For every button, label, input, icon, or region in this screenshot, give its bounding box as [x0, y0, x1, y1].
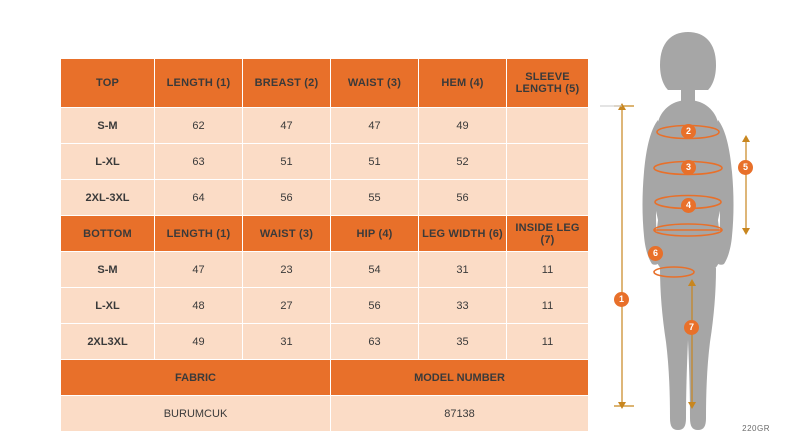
cell-model-number-value: 87138	[331, 396, 589, 432]
marker-badge-6: 6	[648, 246, 663, 261]
cell-bottom-lxl-legwidth: 33	[419, 288, 507, 324]
header-cell-model-number: MODEL NUMBER	[331, 360, 589, 396]
product-code-text: 220GR	[742, 424, 770, 433]
marker-badge-1: 1	[614, 292, 629, 307]
row-label-2xl3xl-top: 2XL-3XL	[61, 180, 155, 216]
header-cell-length-bottom: LENGTH (1)	[155, 216, 243, 252]
marker-badge-4: 4	[681, 198, 696, 213]
header-cell-sleeve-length: SLEEVE LENGTH (5)	[507, 59, 589, 108]
marker-badge-7: 7	[684, 320, 699, 335]
cell-top-2xl3xl-hem: 56	[419, 180, 507, 216]
header-cell-inside-leg: INSIDE LEG (7)	[507, 216, 589, 252]
header-cell-length: LENGTH (1)	[155, 59, 243, 108]
cell-top-lxl-sleeve	[507, 144, 589, 180]
cell-top-2xl3xl-breast: 56	[243, 180, 331, 216]
cell-bottom-2xl3xl-waist: 31	[243, 324, 331, 360]
header-cell-bottom: BOTTOM	[61, 216, 155, 252]
header-cell-fabric: FABRIC	[61, 360, 331, 396]
cell-top-sm-hem: 49	[419, 108, 507, 144]
table-row	[61, 216, 589, 252]
cell-bottom-lxl-length: 48	[155, 288, 243, 324]
header-cell-waist-bottom: WAIST (3)	[243, 216, 331, 252]
marker-badge-5: 5	[738, 160, 753, 175]
size-table-container	[60, 58, 588, 432]
body-silhouette	[643, 32, 734, 430]
table-row	[61, 324, 589, 360]
row-label-sm-top: S-M	[61, 108, 155, 144]
header-cell-hem: HEM (4)	[419, 59, 507, 108]
cell-bottom-2xl3xl-hip: 63	[331, 324, 419, 360]
table-row	[61, 180, 589, 216]
cell-bottom-sm-hip: 54	[331, 252, 419, 288]
female-body-silhouette-diagram	[600, 20, 800, 440]
cell-bottom-lxl-hip: 56	[331, 288, 419, 324]
marker-badge-3: 3	[681, 160, 696, 175]
cell-top-sm-breast: 47	[243, 108, 331, 144]
cell-bottom-sm-waist: 23	[243, 252, 331, 288]
cell-top-sm-waist: 47	[331, 108, 419, 144]
header-cell-hip: HIP (4)	[331, 216, 419, 252]
measurement-figure	[600, 20, 800, 440]
cell-bottom-lxl-waist: 27	[243, 288, 331, 324]
cell-bottom-2xl3xl-length: 49	[155, 324, 243, 360]
table-row	[61, 396, 589, 432]
cell-top-sm-length: 62	[155, 108, 243, 144]
cell-bottom-2xl3xl-legwidth: 35	[419, 324, 507, 360]
cell-bottom-lxl-insideleg: 11	[507, 288, 589, 324]
row-label-2xl3xl-bottom: 2XL3XL	[61, 324, 155, 360]
cell-top-lxl-waist: 51	[331, 144, 419, 180]
cell-bottom-sm-legwidth: 31	[419, 252, 507, 288]
table-row	[61, 108, 589, 144]
table-row	[61, 360, 589, 396]
table-row	[61, 59, 589, 108]
marker-badge-2: 2	[681, 124, 696, 139]
row-label-sm-bottom: S-M	[61, 252, 155, 288]
cell-top-2xl3xl-waist: 55	[331, 180, 419, 216]
cell-bottom-sm-length: 47	[155, 252, 243, 288]
cell-top-sm-sleeve	[507, 108, 589, 144]
row-label-lxl-bottom: L-XL	[61, 288, 155, 324]
cell-top-lxl-hem: 52	[419, 144, 507, 180]
header-cell-leg-width: LEG WIDTH (6)	[419, 216, 507, 252]
cell-fabric-value: BURUMCUK	[61, 396, 331, 432]
cell-top-lxl-length: 63	[155, 144, 243, 180]
header-cell-waist: WAIST (3)	[331, 59, 419, 108]
table-row	[61, 288, 589, 324]
header-cell-top: TOP	[61, 59, 155, 108]
cell-top-2xl3xl-sleeve	[507, 180, 589, 216]
size-table	[60, 58, 589, 432]
cell-bottom-sm-insideleg: 11	[507, 252, 589, 288]
row-label-lxl-top: L-XL	[61, 144, 155, 180]
table-row	[61, 144, 589, 180]
cell-top-lxl-breast: 51	[243, 144, 331, 180]
table-row	[61, 252, 589, 288]
header-cell-breast: BREAST (2)	[243, 59, 331, 108]
cell-bottom-2xl3xl-insideleg: 11	[507, 324, 589, 360]
cell-top-2xl3xl-length: 64	[155, 180, 243, 216]
